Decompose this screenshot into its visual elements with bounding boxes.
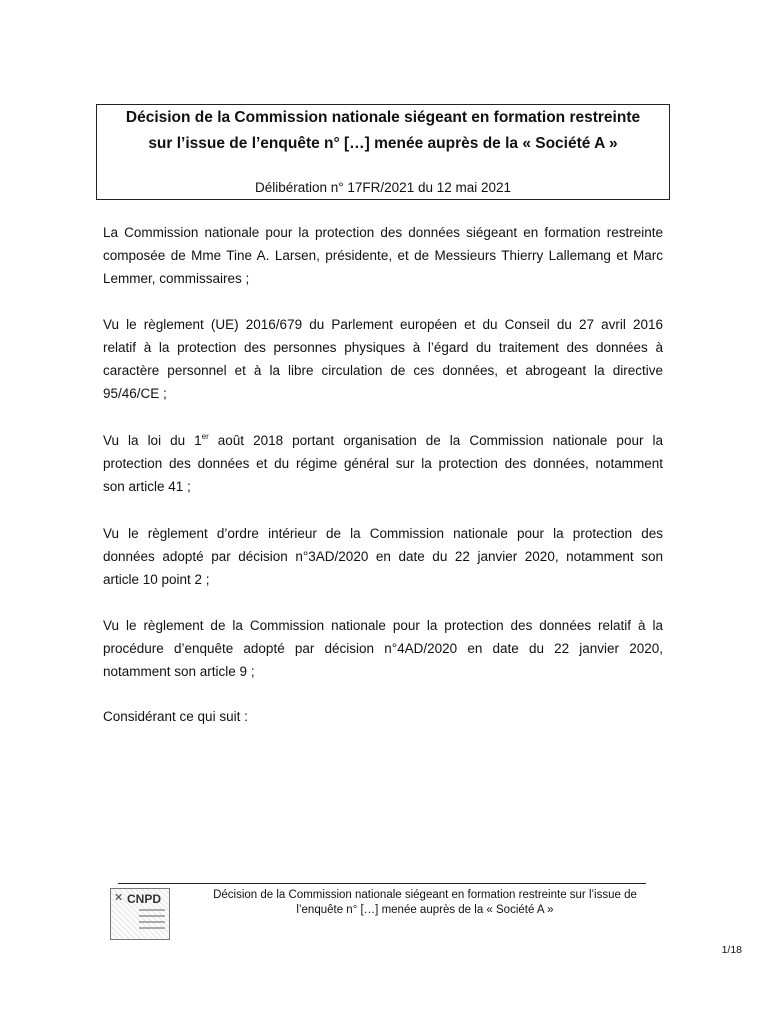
logo-emblem-icon: ✕ [114,892,124,904]
decision-title-line-2: sur l’issue de l’enquête n° […] menée auprès de la « Société A » [148,135,618,152]
text-line: Lemmer, commissaires ; [103,271,250,286]
paragraph-law-2018 [103,429,663,498]
text-line: La Commission nationale pour la protection des données siégeant en formation restreinte [103,225,663,240]
text-line: 95/46/CE ; [103,386,167,401]
text-line: Vu le règlement de la Commission nationale pour la protection des données relatif à la [103,618,663,633]
paragraph-composition [103,221,663,290]
logo-decoration [139,909,165,933]
footer-line-1: Décision de la Commission nationale siégeant en formation restreinte sur l’issue de [213,889,637,901]
text-line: Vu le règlement (UE) 2016/679 du Parlement européen et du Conseil du 27 avril 2016 [103,317,663,332]
footer-divider [118,883,646,884]
title-box [96,104,670,200]
text-line: son article 41 ; [103,479,191,494]
text-line [103,429,663,452]
text-fragment: Vu la loi du 1 [103,433,202,448]
logo-text: CNPD [127,892,162,906]
footer-caption [180,888,670,918]
text-line: procédure d’enquête adopté par décision n°4AD/2020 en date du 22 janvier 2020, [103,641,663,656]
paragraph-investigation-rules [103,614,663,683]
text-line: protection des données et du régime général sur la protection des données, notamment [103,456,663,471]
text-line: caractère personnel et à la libre circulation de ces données, et abrogeant la directive [103,363,663,378]
paragraph-internal-rules [103,522,663,591]
decision-title-line-1: Décision de la Commission nationale siégeant en formation restreinte [125,109,641,126]
text-line: notamment son article 9 ; [103,664,255,679]
text-line: composée de Mme Tine A. Larsen, présidente, et de Messieurs Thierry Lallemang et Marc [103,248,663,263]
footer-line-2: l’enquête n° […] menée auprès de la « Société A » [296,904,554,916]
deliberation-reference: Délibération n° 17FR/2021 du 12 mai 2021 [254,180,512,195]
text-line: données adopté par décision n°3AD/2020 en date du 22 janvier 2020, notamment son [103,549,663,564]
paragraph-gdpr [103,313,663,405]
superscript: er [201,432,209,441]
page-number: 1/18 [721,944,742,956]
text-fragment: août 2018 portant organisation de la Commission nationale pour la [208,433,663,448]
text-line: article 10 point 2 ; [103,572,210,587]
paragraph-considering: Considérant ce qui suit : [103,709,248,724]
cnpd-logo [110,888,170,940]
text-line: Vu le règlement d’ordre intérieur de la Commission nationale pour la protection des [103,526,663,541]
text-line: relatif à la protection des personnes physiques à l’égard du traitement des données à [103,340,663,355]
